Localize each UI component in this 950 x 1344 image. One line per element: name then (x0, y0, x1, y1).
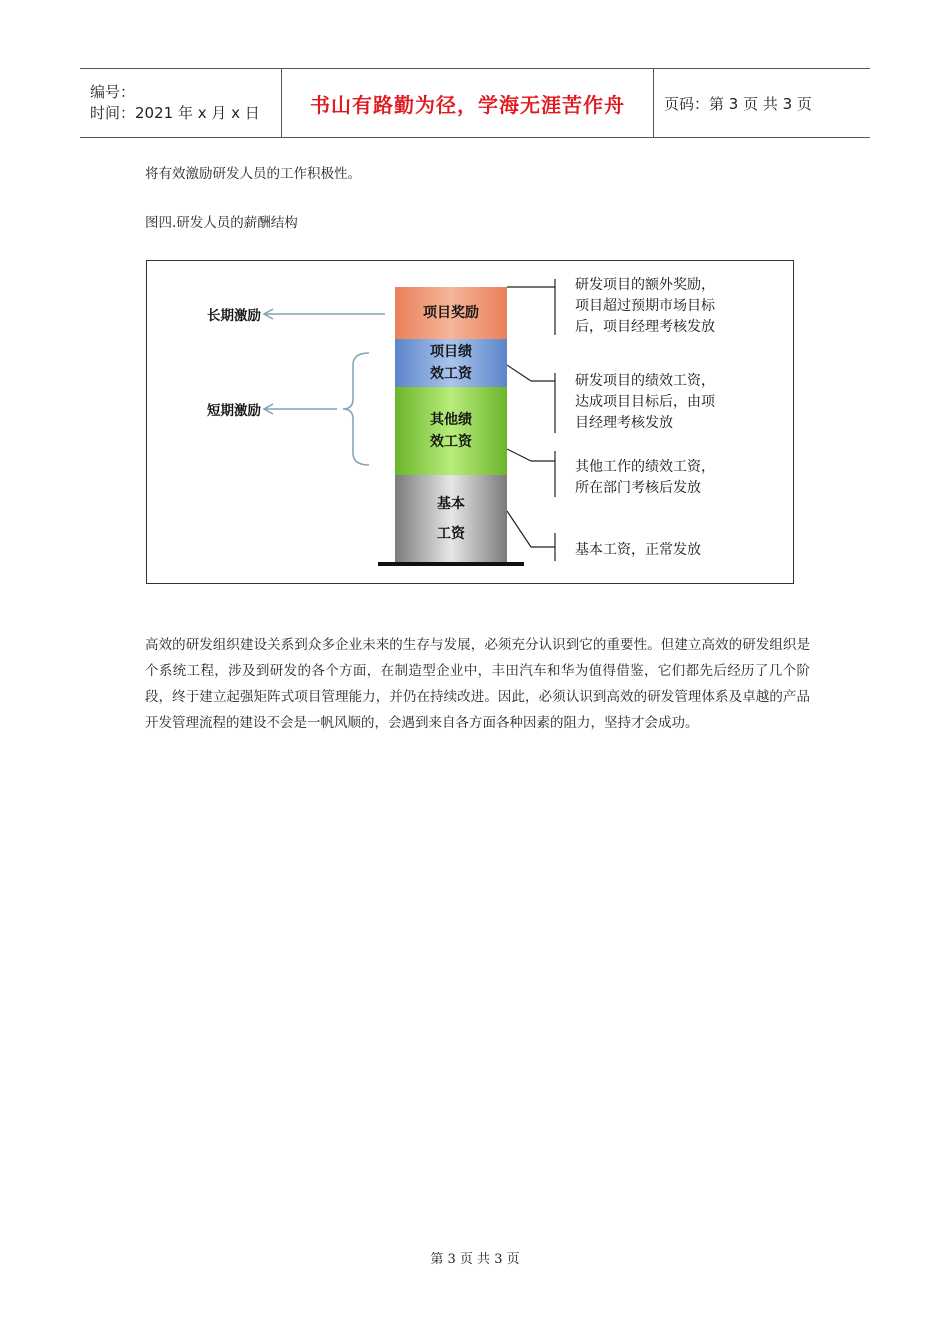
project-perf-desc-line: 目经理考核发放 (575, 415, 673, 431)
other-performance-description (575, 457, 715, 499)
other-perf-desc-line: 其他工作的绩效工资， (575, 459, 715, 475)
short-term-label: 短期激励 (207, 403, 261, 419)
header-motto: 书山有路勤为径，学海无涯苦作舟 (282, 69, 654, 137)
short-term-arrow (264, 404, 337, 414)
long-term-label: 长期激励 (207, 308, 261, 324)
page-header (80, 68, 870, 138)
header-page-label: 页码：第 3 页 共 3 页 (664, 94, 812, 113)
bonus-desc-line: 项目超过预期市场目标 (575, 298, 715, 314)
right-connector-lines (507, 279, 555, 561)
number-label: 编号： (90, 83, 136, 101)
figure-caption: 图四.研发人员的薪酬结构 (145, 215, 298, 231)
header-meta (80, 69, 282, 137)
salary-structure-figure (146, 260, 794, 584)
long-term-arrow (264, 309, 385, 319)
bonus-description (575, 275, 715, 338)
other-performance-label-line2: 效工资 (430, 434, 472, 450)
page-footer: 第 3 页 共 3 页 (430, 1252, 520, 1267)
short-term-brace (343, 353, 369, 465)
bonus-desc-line: 后，项目经理考核发放 (575, 319, 715, 335)
date-label: 时间：2021 年 x 月 x 日 (90, 104, 260, 122)
project-performance-description (575, 371, 715, 434)
basic-salary-description (575, 540, 701, 561)
bonus-desc-line: 研发项目的额外奖励， (575, 277, 715, 293)
project-performance-label-line2: 效工资 (430, 366, 472, 382)
project-perf-desc-line: 达成项目目标后，由项 (575, 394, 715, 410)
project-bonus-label: 项目奖励 (423, 305, 479, 321)
other-performance-label-line1: 其他绩 (430, 412, 472, 428)
basic-salary-label-line1: 基本 (437, 496, 465, 512)
basic-desc-line: 基本工资，正常发放 (575, 542, 701, 558)
intro-line: 将有效激励研发人员的工作积极性。 (145, 166, 361, 182)
other-perf-desc-line: 所在部门考核后发放 (575, 480, 701, 496)
project-perf-desc-line: 研发项目的绩效工资， (575, 373, 715, 389)
basic-salary-label-line2: 工资 (437, 526, 465, 542)
body-paragraph: 高效的研发组织建设关系到众多企业未来的生存与发展，必须充分认识到它的重要性。但建立高效的研发组织是个系统工程，涉及到研发的各个方面，在制造型企业中，丰田汽车和华为值得借鉴，它们都先后经历了几个阶段，终于建立起强矩阵式项目管理能力，并仍在持续改进。因此，必须认识到高效的研发管理体系及卓越的产品开发管理流程的建设不会是一帆风顺的，会遇到来自各方面各种因素的阻力，坚持才会成功。 (145, 637, 810, 731)
project-performance-label-line1: 项目绩 (430, 344, 472, 360)
